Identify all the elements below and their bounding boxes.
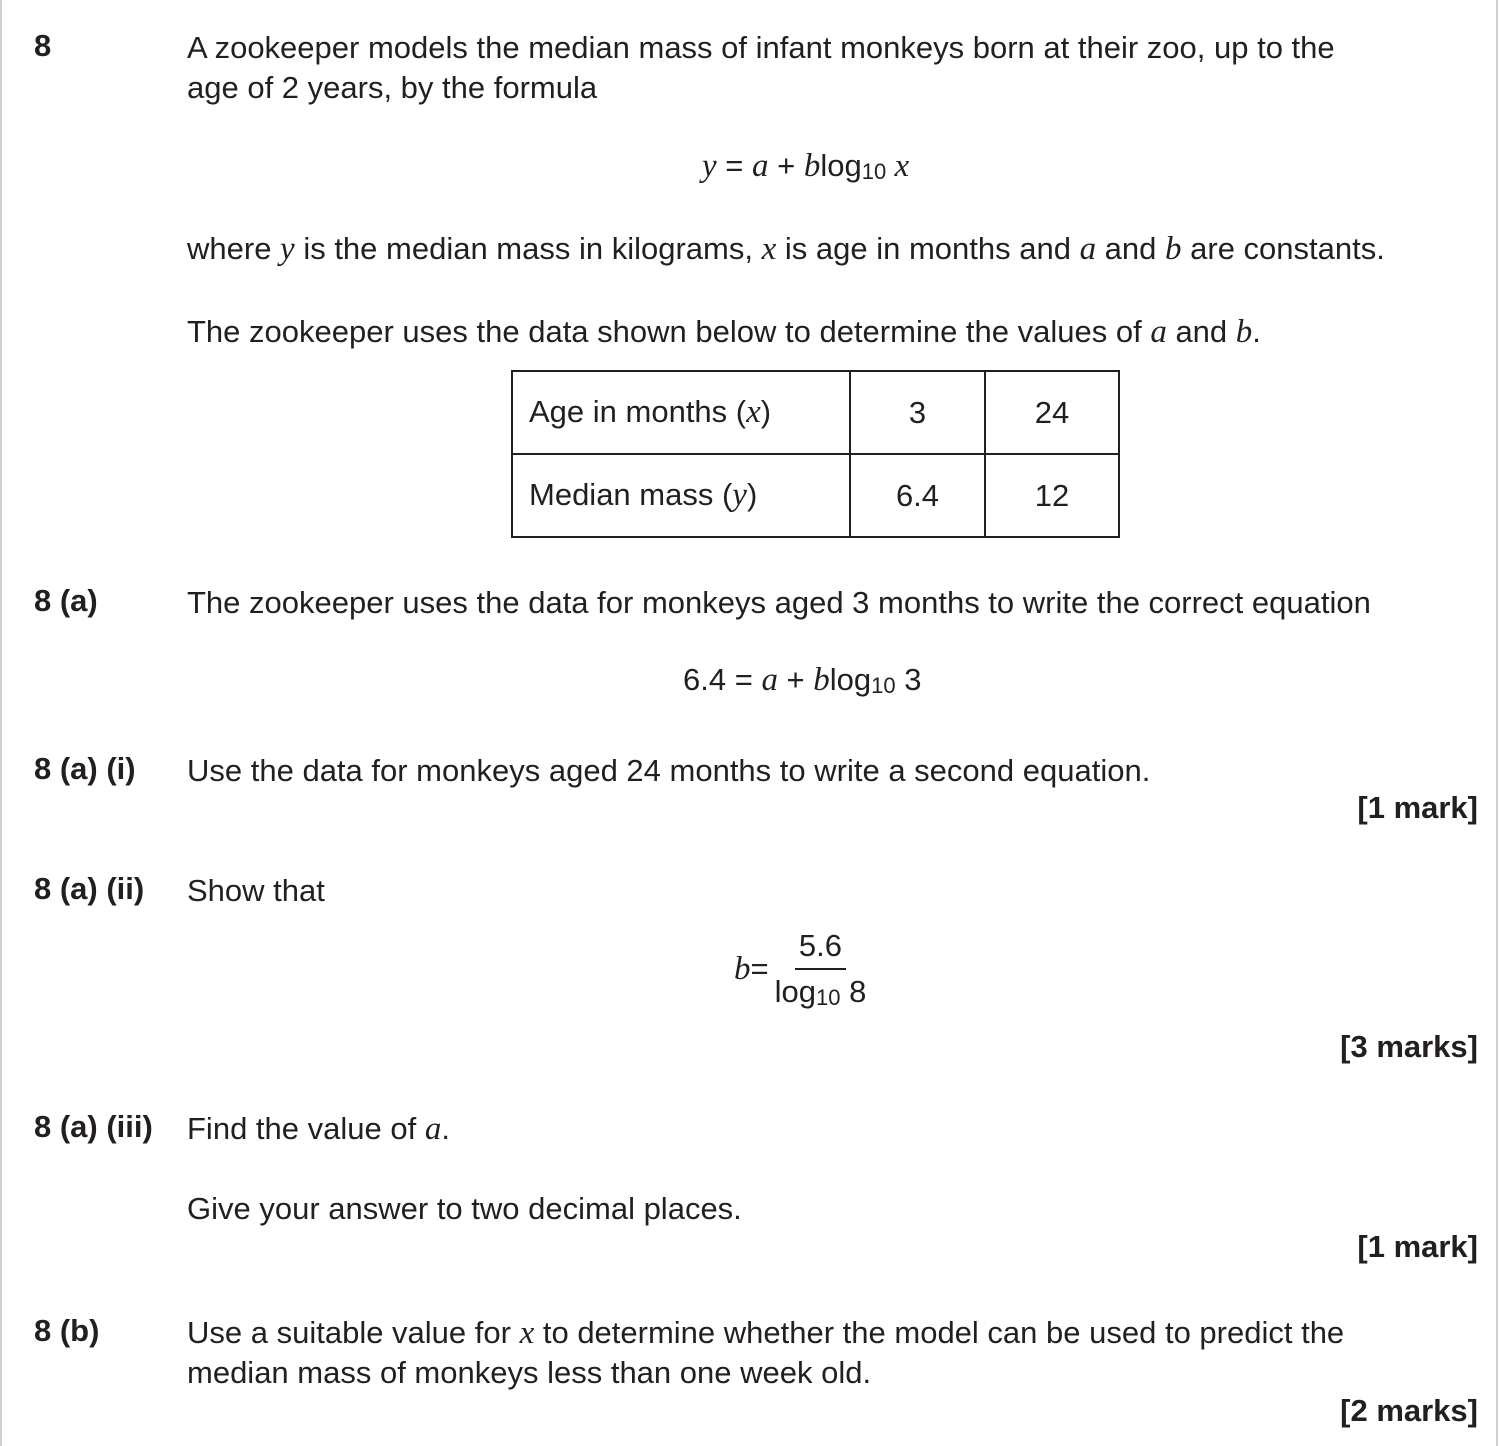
text-fragment: is the median mass in kilograms, bbox=[294, 231, 762, 266]
text-fragment: Median mass ( bbox=[529, 477, 733, 512]
question-number-8: 8 bbox=[34, 28, 52, 63]
marks-8aii: [3 marks] bbox=[1340, 1029, 1478, 1064]
equals-sign: = bbox=[716, 148, 752, 183]
table-row-mass bbox=[512, 454, 1119, 537]
model-formula bbox=[702, 148, 909, 185]
text-fragment: where bbox=[187, 231, 281, 266]
log-label: log bbox=[829, 662, 872, 697]
fraction-numerator: 5.6 bbox=[795, 928, 846, 970]
plus-sign: + bbox=[777, 662, 814, 697]
var-x: x bbox=[746, 394, 761, 430]
table-cell: 24 bbox=[985, 371, 1119, 454]
data-usage-sentence bbox=[187, 312, 1261, 352]
var-a: a bbox=[761, 662, 778, 698]
question-8aiii-text bbox=[187, 1109, 450, 1149]
log-argument: 8 bbox=[840, 974, 867, 1009]
text-fragment: is age in months and bbox=[776, 231, 1080, 266]
var-y: y bbox=[732, 477, 747, 513]
question-8aii-text: Show that bbox=[187, 873, 325, 908]
question-number-8aii: 8 (a) (ii) bbox=[34, 871, 145, 906]
question-number-8ai: 8 (a) (i) bbox=[34, 751, 136, 786]
intro-line-2: age of 2 years, by the formula bbox=[187, 70, 598, 105]
question-number-8aiii: 8 (a) (iii) bbox=[34, 1109, 153, 1144]
question-8aiii-instruction: Give your answer to two decimal places. bbox=[187, 1191, 742, 1226]
table-row-age bbox=[512, 371, 1119, 454]
log-base: 10 bbox=[871, 673, 896, 698]
log-base: 10 bbox=[815, 985, 841, 1010]
var-a: a bbox=[424, 1111, 442, 1147]
question-8b-line-1 bbox=[187, 1313, 1344, 1353]
var-b: b bbox=[803, 148, 821, 184]
var-b: b bbox=[1235, 314, 1253, 350]
marks-8b: [2 marks] bbox=[1340, 1393, 1478, 1428]
text-fragment: Age in months ( bbox=[529, 394, 747, 429]
var-a: a bbox=[1150, 314, 1167, 350]
var-a: a bbox=[1079, 231, 1097, 267]
var-b: b bbox=[813, 662, 830, 698]
text-fragment: Use a suitable value for bbox=[187, 1315, 520, 1350]
text-fragment: and bbox=[1166, 314, 1236, 349]
text-fragment: are constants. bbox=[1181, 231, 1385, 266]
plus-sign: + bbox=[768, 148, 804, 183]
var-y: y bbox=[702, 148, 717, 184]
text-fragment: ) bbox=[746, 477, 758, 512]
text-fragment: ) bbox=[760, 394, 772, 429]
page-right-border bbox=[1496, 0, 1498, 1446]
text-fragment: . bbox=[441, 1111, 450, 1146]
fraction bbox=[775, 928, 867, 1010]
question-number-8b: 8 (b) bbox=[34, 1313, 100, 1348]
var-x: x bbox=[519, 1315, 535, 1351]
intro-line-1: A zookeeper models the median mass of infant monkeys born at their zoo, up to the bbox=[187, 30, 1335, 65]
log-base: 10 bbox=[861, 159, 887, 184]
fraction-denominator bbox=[775, 970, 867, 1010]
var-y: y bbox=[280, 231, 295, 267]
question-number-8a: 8 (a) bbox=[34, 583, 98, 618]
var-x: x bbox=[761, 231, 777, 267]
question-8ai-text: Use the data for monkeys aged 24 months to write a second equation. bbox=[187, 753, 1151, 788]
marks-8aiii: [1 mark] bbox=[1357, 1229, 1478, 1264]
row-header-mass bbox=[512, 454, 850, 537]
text-fragment: to determine whether the model can be used to predict the bbox=[534, 1315, 1345, 1350]
row-header-age bbox=[512, 371, 850, 454]
page-left-border bbox=[0, 0, 2, 1446]
var-a: a bbox=[752, 148, 769, 184]
log-label: log bbox=[774, 974, 816, 1009]
marks-8ai: [1 mark] bbox=[1357, 790, 1478, 825]
table-cell: 12 bbox=[985, 454, 1119, 537]
text-fragment: . bbox=[1252, 314, 1261, 349]
text-fragment: and bbox=[1096, 231, 1166, 266]
equation-lhs: 6.4 = bbox=[683, 662, 762, 697]
text-fragment: Find the value of bbox=[187, 1111, 425, 1146]
table-cell: 6.4 bbox=[850, 454, 985, 537]
table-cell: 3 bbox=[850, 371, 985, 454]
question-8b-line-2: median mass of monkeys less than one week old. bbox=[187, 1355, 872, 1390]
b-fraction-equation bbox=[734, 928, 866, 1010]
log-argument: 3 bbox=[895, 662, 922, 697]
variables-description bbox=[187, 229, 1385, 269]
equals-sign: = bbox=[750, 951, 769, 986]
var-x: x bbox=[886, 148, 910, 184]
var-b: b bbox=[1165, 231, 1182, 267]
log-label: log bbox=[820, 148, 862, 183]
question-8a-text: The zookeeper uses the data for monkeys aged 3 months to write the correct equation bbox=[187, 585, 1371, 620]
var-b: b bbox=[734, 950, 751, 987]
text-fragment: The zookeeper uses the data shown below to determine the values of bbox=[187, 314, 1151, 349]
data-table bbox=[511, 370, 1120, 538]
equation-3-months bbox=[683, 662, 922, 699]
